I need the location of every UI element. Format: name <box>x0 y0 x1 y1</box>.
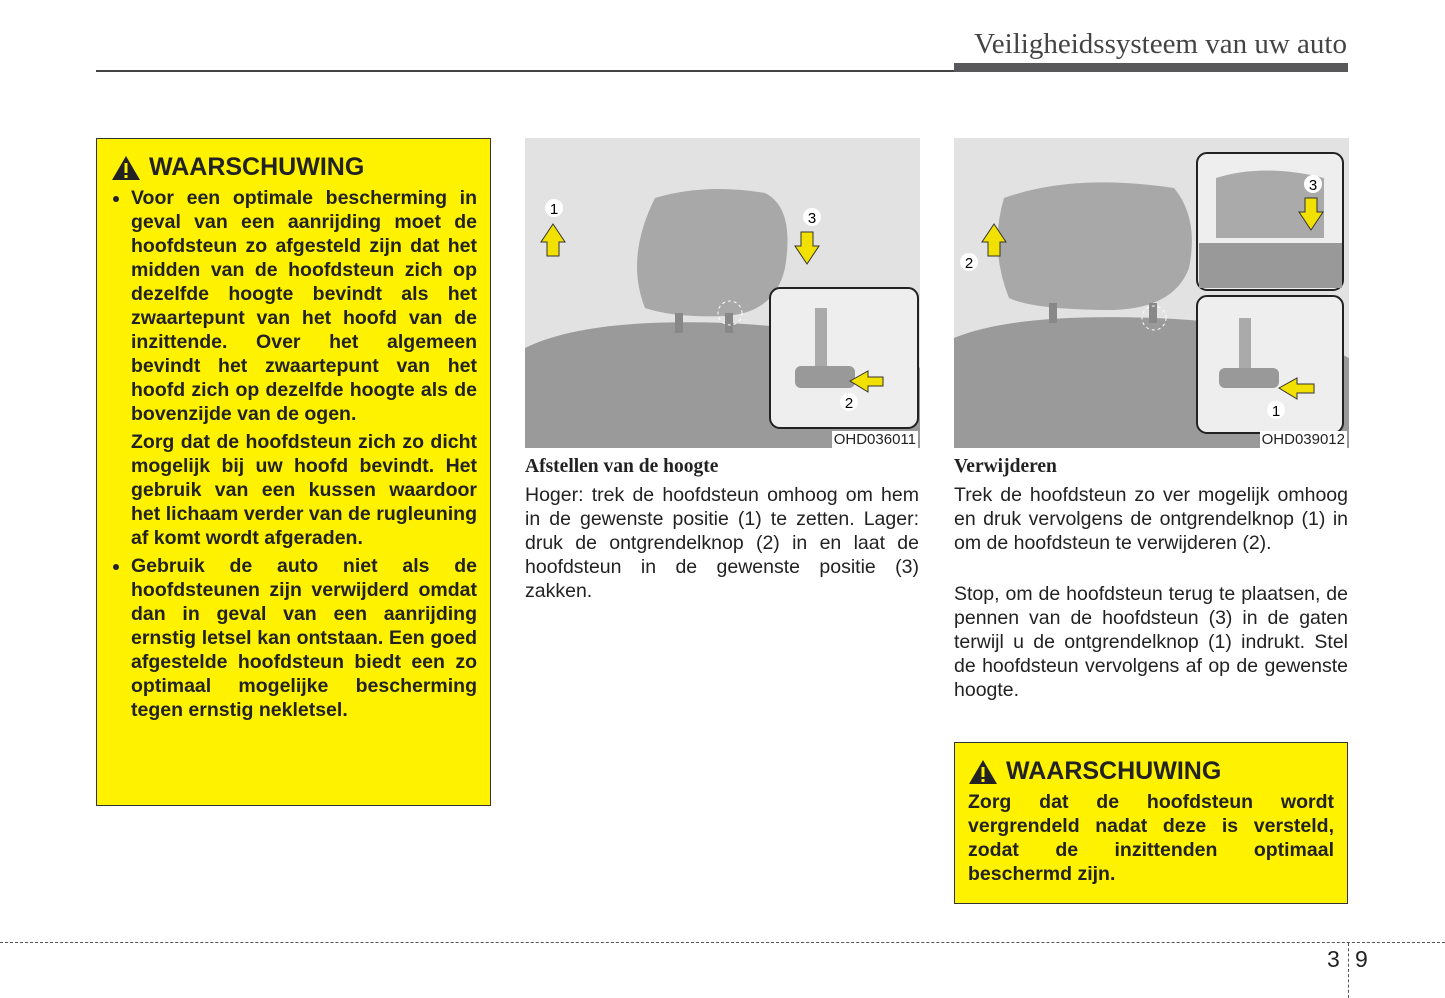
figure-removal <box>954 138 1349 448</box>
warning-box-1 <box>96 138 491 806</box>
warning-paragraph: • Voor een optimale bescherming in geval van een aanrijding moet de hoofdsteun zo afgesteld zijn dat het midden van de hoofdsteun zich op dezelfde hoogte bevindt als het zwaartepunt van het hoofd van de inzittende. Over het algemeen bevindt het zwaartepunt van het hoofd zich op dezelfde hoogte als de bovenzijde van de ogen. <box>131 187 477 425</box>
callout-3: 3 <box>1308 177 1318 194</box>
callout-3: 3 <box>807 210 817 227</box>
warning-text: Zorg dat de hoofdsteun wordt vergrendeld nadat deze is versteld, zodat de inzittenden optimaal beschermd zijn. <box>968 791 1334 885</box>
callout-2: 2 <box>964 255 974 272</box>
warning-item <box>131 186 477 550</box>
header-rule <box>96 70 956 72</box>
chapter-number: 3 <box>1327 946 1340 972</box>
callout-2: 2 <box>844 395 854 412</box>
figure-code: OHD036011 <box>833 431 916 448</box>
headrest-illustration <box>525 138 920 448</box>
warning-item <box>131 554 477 722</box>
footer-divider <box>1348 943 1349 998</box>
footer-rule <box>0 942 1445 943</box>
callout-1: 1 <box>549 201 559 218</box>
warning-title: WAARSCHUWING <box>149 153 365 181</box>
warning-paragraph: Zorg dat de hoofdsteun zich zo dicht mogelijk bij uw hoofd bevindt. Het gebruik van een kussen waardoor het lichaam verder van de rugleuning af komt wordt afgeraden. <box>131 431 477 549</box>
header-title: Veiligheidssysteem van uw auto <box>974 28 1347 60</box>
headrest-illustration <box>954 138 1349 448</box>
header-bar <box>954 63 1348 72</box>
page-number: 9 <box>1355 946 1368 972</box>
warning-triangle-icon <box>968 759 998 785</box>
figure-code: OHD039012 <box>1261 431 1345 448</box>
callout-1: 1 <box>1271 403 1281 420</box>
section-text: Trek de hoofdsteun zo ver mogelijk omhoog en druk vervolgens de ontgrendelknop (1) in om de hoofdsteun te verwijderen (2). <box>954 484 1348 554</box>
warning-title: WAARSCHUWING <box>1006 757 1222 785</box>
section-text: Stop, om de hoofdsteun terug te plaatsen, de pennen van de hoofdsteun (3) in de gaten terwijl u de ontgrendelknop (1) indrukt. Stel de hoofdsteun vervolgens af op de gewenste hoogte. <box>954 583 1348 701</box>
warning-box-2 <box>954 742 1348 904</box>
warning-paragraph: • Gebruik de auto niet als de hoofdsteunen zijn verwijderd omdat dan in geval van een aanrijding ernstig letsel kan ontstaan. Een goed afgestelde hoofdsteun biedt een zo optimaal mogelijke bescherming tegen ernstig nekletsel. <box>131 555 477 721</box>
section-caption: Afstellen van de hoogte <box>525 456 719 477</box>
warning-triangle-icon <box>111 155 141 181</box>
figure-height-adjust <box>525 138 920 448</box>
section-text: Hoger: trek de hoofdsteun omhoog om hem in de gewenste positie (1) te zetten. Lager: druk de ontgrendelknop (2) in en laat de hoofdsteun in de gewenste positie (3) zakken. <box>525 484 919 602</box>
section-caption: Verwijderen <box>954 456 1057 477</box>
